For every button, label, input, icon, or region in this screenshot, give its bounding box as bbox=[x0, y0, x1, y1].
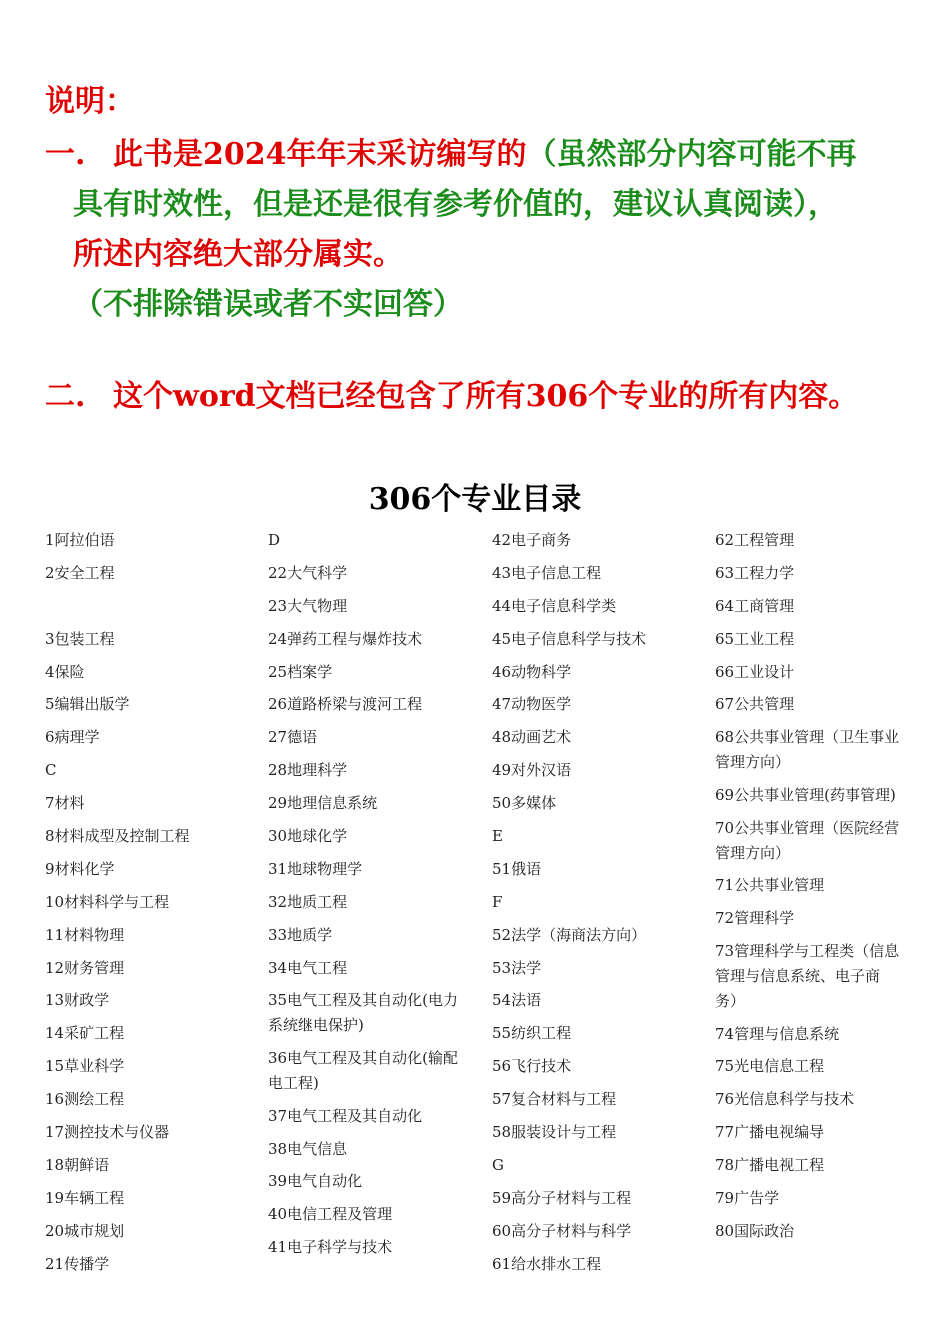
toc-entry: 20城市规划 bbox=[45, 1221, 125, 1240]
toc-title: 306个专业目录 bbox=[368, 482, 582, 517]
toc-entry: 29地理信息系统 bbox=[268, 794, 378, 813]
toc-entry: 7材料 bbox=[45, 794, 85, 813]
toc-entry: G bbox=[492, 1155, 504, 1174]
toc-entry: 27德语 bbox=[268, 728, 318, 747]
toc-entry: 74管理与信息系统 bbox=[715, 1024, 840, 1043]
toc-entry: 40电信工程及管理 bbox=[268, 1205, 393, 1224]
note-item-1 bbox=[45, 130, 915, 330]
toc-entry: 39电气自动化 bbox=[268, 1172, 363, 1191]
toc-entry: 72管理科学 bbox=[715, 909, 795, 928]
toc-entry: 1阿拉伯语 bbox=[45, 531, 115, 549]
toc-entry: 45电子信息科学与技术 bbox=[492, 629, 647, 648]
toc-entry: 24弹药工程与爆炸技术 bbox=[268, 629, 423, 648]
toc-entry: 3包装工程 bbox=[45, 629, 115, 648]
toc-entry: 38电气信息 bbox=[268, 1139, 348, 1158]
toc-entry: 43电子信息工程 bbox=[492, 563, 602, 582]
note-text-2: 这个word文档已经包含了所有306个专业的所有内容。 bbox=[113, 379, 859, 414]
toc-entry: 2安全工程 bbox=[45, 563, 115, 582]
note-number-1: 一. bbox=[45, 137, 86, 172]
toc-entry: 79广告学 bbox=[715, 1188, 780, 1207]
toc-entry: 9材料化学 bbox=[45, 859, 115, 878]
toc-entry: 30地球化学 bbox=[268, 827, 348, 846]
toc-entry: 52法学（海商法方向） bbox=[492, 925, 647, 944]
note-text-1 bbox=[73, 130, 913, 330]
toc-entry: F bbox=[492, 892, 503, 911]
toc-entry: 35电气工程及其自动化(电力系统继电保护) bbox=[268, 991, 458, 1035]
toc-entry: 16测绘工程 bbox=[45, 1090, 125, 1109]
toc-column-2 bbox=[268, 528, 464, 1268]
toc-entry: 55纺织工程 bbox=[492, 1024, 572, 1043]
toc-entry: 68公共事业管理（卫生事业管理方向） bbox=[715, 728, 900, 772]
toc-column-1 bbox=[45, 528, 255, 1284]
toc-entry: 21传播学 bbox=[45, 1254, 110, 1273]
toc-entry: D bbox=[268, 531, 281, 549]
toc-entry: 8材料成型及控制工程 bbox=[45, 827, 190, 845]
toc-entry: 13财政学 bbox=[45, 991, 110, 1010]
toc-entry: 25档案学 bbox=[268, 662, 333, 681]
toc-entry: 26道路桥梁与渡河工程 bbox=[268, 695, 423, 714]
toc-entry: 76光信息科学与技术 bbox=[715, 1090, 855, 1109]
toc-column-3 bbox=[492, 528, 702, 1284]
toc-entry: 19车辆工程 bbox=[45, 1188, 125, 1207]
toc-column-4 bbox=[715, 528, 901, 1252]
toc-entry: 12财务管理 bbox=[45, 958, 125, 977]
toc-entry: 59高分子材料与工程 bbox=[492, 1188, 632, 1207]
toc-entry: 60高分子材料与科学 bbox=[492, 1221, 632, 1240]
toc-entry: 51俄语 bbox=[492, 859, 542, 878]
toc-entry: 6病理学 bbox=[45, 728, 100, 747]
note-1-line-1: 此书是2024年年末采访编写的（虽然部分内容可能不再 bbox=[113, 137, 857, 172]
note-1-line-3: 所述内容绝大部分属实。 （不排除错误或者不实回答） bbox=[73, 237, 463, 322]
toc-entry: 15草业科学 bbox=[45, 1057, 125, 1076]
toc-entry: 32地质工程 bbox=[268, 892, 348, 911]
notes-heading: 说明： bbox=[45, 84, 135, 119]
toc-entry: 37电气工程及其自动化 bbox=[268, 1106, 423, 1125]
toc-entry: 61给水排水工程 bbox=[492, 1254, 602, 1273]
toc-entry: 69公共事业管理(药事管理) bbox=[715, 785, 896, 804]
toc-entry: 70公共事业管理（医院经营管理方向） bbox=[715, 818, 900, 862]
toc-entry: 22大气科学 bbox=[268, 563, 348, 582]
toc-entry: 4保险 bbox=[45, 662, 85, 681]
toc-entry: 53法学 bbox=[492, 958, 542, 977]
toc-entry: 5编辑出版学 bbox=[45, 695, 130, 714]
toc-entry: 48动画艺术 bbox=[492, 728, 572, 747]
toc-entry: E bbox=[492, 827, 503, 846]
note-1-line-2: 具有时效性，但是还是很有参考价值的，建议认真阅读）， bbox=[73, 187, 838, 222]
toc-entry: 50多媒体 bbox=[492, 794, 557, 813]
toc-entry: 49对外汉语 bbox=[492, 761, 572, 780]
toc-entry: 31地球物理学 bbox=[268, 859, 363, 878]
toc-entry: 14采矿工程 bbox=[45, 1024, 125, 1043]
toc-entry: 77广播电视编导 bbox=[715, 1123, 825, 1142]
toc-entry: 41电子科学与技术 bbox=[268, 1238, 393, 1257]
toc-entry: 28地理科学 bbox=[268, 761, 348, 780]
toc-entry: 63工程力学 bbox=[715, 563, 795, 582]
toc-entry: 34电气工程 bbox=[268, 958, 348, 977]
notes-section bbox=[45, 80, 915, 422]
toc-entry: 47动物医学 bbox=[492, 695, 572, 714]
toc-entry: 65工业工程 bbox=[715, 629, 795, 648]
toc-entry: 80国际政治 bbox=[715, 1221, 795, 1240]
toc-entry: 56飞行技术 bbox=[492, 1057, 572, 1076]
note-1-continuation bbox=[73, 180, 913, 330]
toc-entry: 58服装设计与工程 bbox=[492, 1123, 617, 1142]
toc-entry: 10材料科学与工程 bbox=[45, 892, 170, 911]
note-number-2: 二. bbox=[45, 379, 86, 414]
toc-entry: 57复合材料与工程 bbox=[492, 1090, 617, 1109]
toc-entry: 73管理科学与工程类（信息管理与信息系统、电子商务） bbox=[715, 942, 900, 1010]
toc-entry: 78广播电视工程 bbox=[715, 1156, 825, 1175]
toc-entry: 54法语 bbox=[492, 991, 542, 1010]
toc-entry: 71公共事业管理 bbox=[715, 876, 825, 895]
toc-entry: C bbox=[45, 761, 57, 780]
toc-entry: 75光电信息工程 bbox=[715, 1057, 825, 1076]
toc-entry: 18朝鲜语 bbox=[45, 1155, 110, 1174]
toc-entry: 11材料物理 bbox=[45, 925, 125, 944]
note-item-2 bbox=[45, 372, 915, 422]
toc-entry: 17测控技术与仪器 bbox=[45, 1123, 170, 1142]
toc-entry: 67公共管理 bbox=[715, 695, 795, 714]
toc-entry: 42电子商务 bbox=[492, 531, 572, 549]
toc-entry: 66工业设计 bbox=[715, 662, 795, 681]
toc-entry: 64工商管理 bbox=[715, 596, 795, 615]
toc-entry: 36电气工程及其自动化(输配电工程) bbox=[268, 1049, 458, 1092]
toc-entry: 23大气物理 bbox=[268, 596, 348, 615]
toc-entry: 46动物科学 bbox=[492, 662, 572, 681]
toc-entry: 62工程管理 bbox=[715, 531, 795, 549]
toc-entry: 44电子信息科学类 bbox=[492, 596, 617, 615]
toc-entry: 33地质学 bbox=[268, 925, 333, 944]
toc-entry bbox=[45, 594, 255, 619]
